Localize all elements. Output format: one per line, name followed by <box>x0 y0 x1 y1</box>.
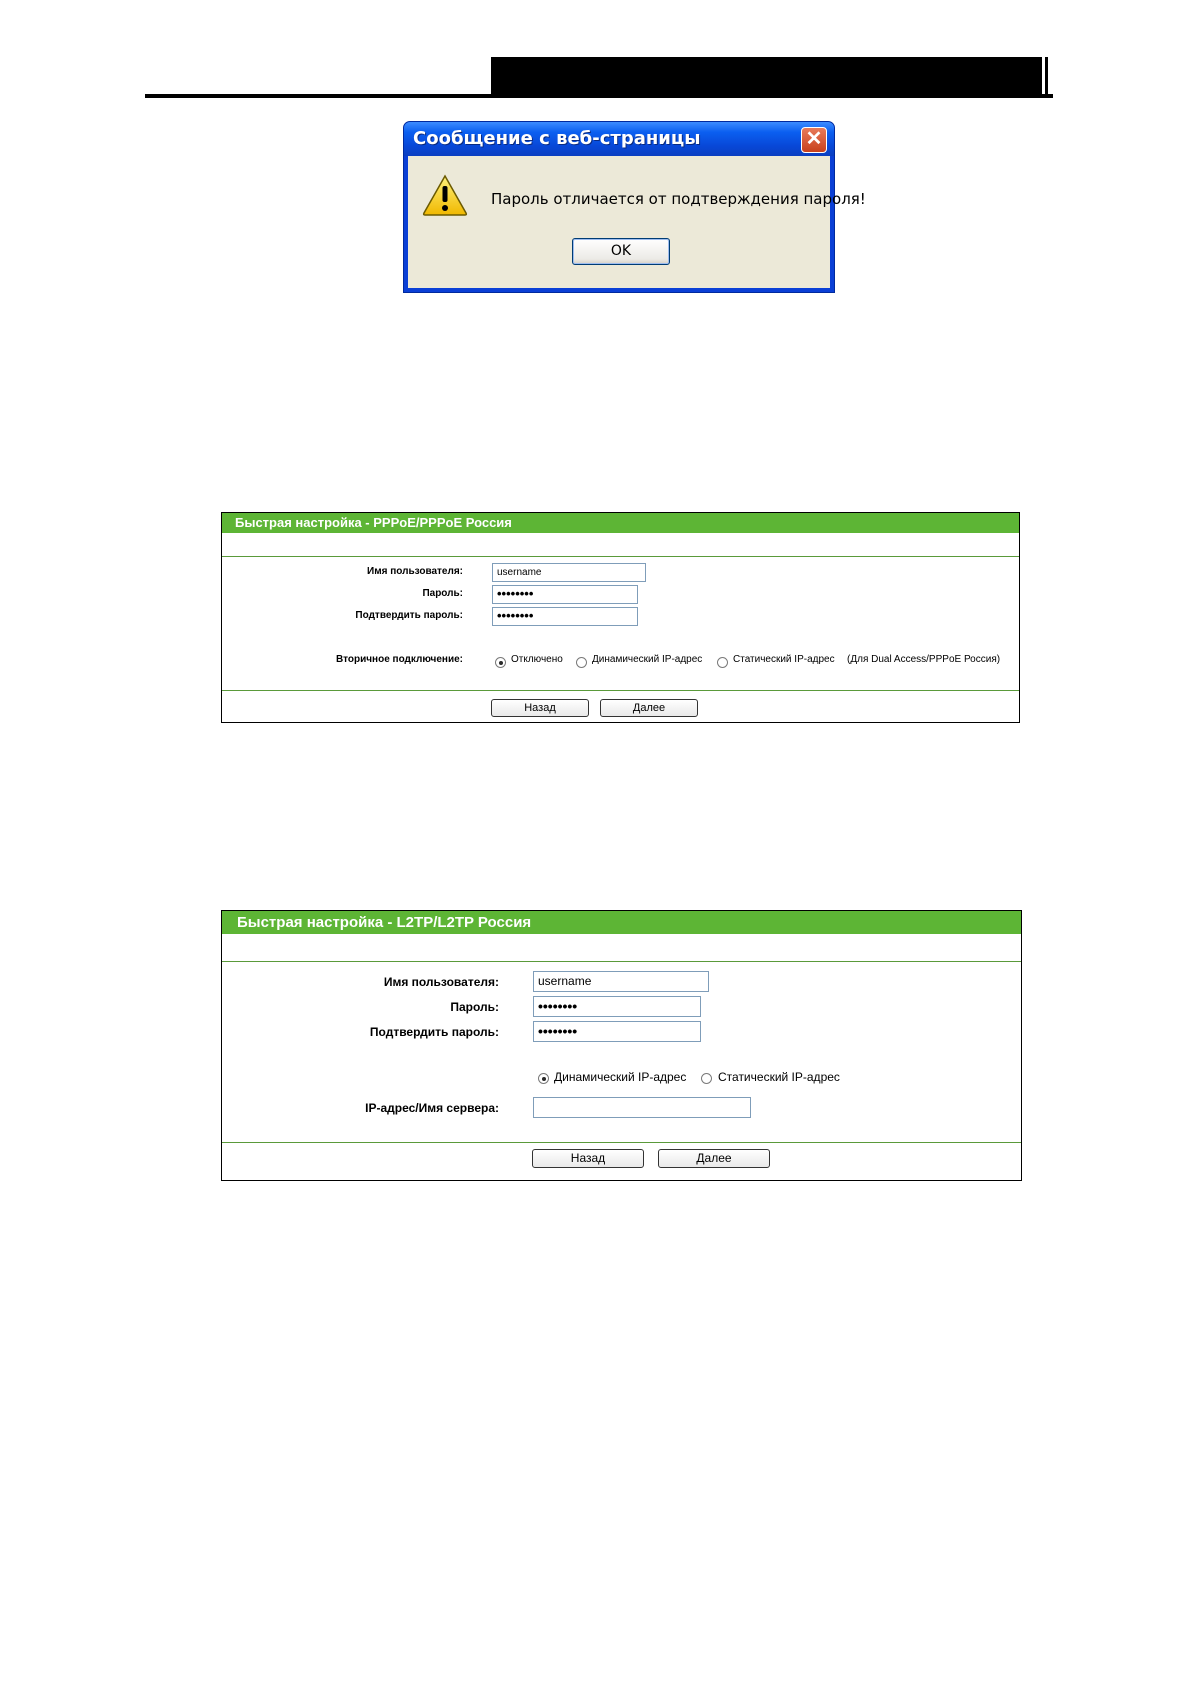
divider <box>222 961 1021 962</box>
back-button[interactable]: Назад <box>491 699 589 717</box>
radio-selected-dot <box>499 661 503 665</box>
option-static-ip-label: Статический IP-адрес <box>718 1070 840 1084</box>
username-label: Имя пользователя: <box>367 566 463 577</box>
option-dynamic-ip-label: Динамический IP-адрес <box>554 1070 687 1084</box>
l2tp-setup-panel <box>221 910 1022 1181</box>
l2tp-panel-title: Быстрая настройка - L2TP/L2TP Россия <box>222 911 1021 934</box>
radio-static-ip[interactable] <box>701 1073 712 1084</box>
alert-titlebar[interactable] <box>404 122 834 156</box>
radio-dynamic-ip[interactable] <box>538 1073 549 1084</box>
next-button[interactable]: Далее <box>600 699 698 717</box>
page-header-tick <box>1045 57 1048 97</box>
radio-selected-dot <box>542 1077 546 1081</box>
ok-button[interactable]: OK <box>572 238 670 265</box>
option-disabled-label: Отключено <box>511 654 563 665</box>
alert-title: Сообщение с веб-страницы <box>413 128 701 149</box>
pppoe-panel-title: Быстрая настройка - PPPoE/PPPoE Россия <box>222 513 1019 533</box>
password-input[interactable]: •••••••• <box>492 585 638 604</box>
page-header-rule <box>145 94 1053 98</box>
radio-disabled[interactable] <box>495 657 506 668</box>
divider <box>222 690 1019 691</box>
alert-message: Пароль отличается от подтверждения пароля! <box>491 190 866 208</box>
password-input[interactable]: •••••••• <box>533 996 701 1017</box>
password-label: Пароль: <box>450 1000 499 1014</box>
page-header-bar <box>491 57 1042 97</box>
password-label: Пароль: <box>422 588 463 599</box>
confirm-password-input[interactable]: •••••••• <box>492 607 638 626</box>
close-icon[interactable]: ✕ <box>801 127 827 153</box>
pppoe-setup-panel <box>221 512 1020 723</box>
alert-dialog <box>403 121 866 293</box>
warning-icon <box>422 174 468 216</box>
next-button[interactable]: Далее <box>658 1149 770 1168</box>
radio-dynamic-ip[interactable] <box>576 657 587 668</box>
divider <box>222 556 1019 557</box>
server-address-input[interactable] <box>533 1097 751 1118</box>
secondary-connection-label: Вторичное подключение: <box>336 654 463 665</box>
back-button[interactable]: Назад <box>532 1149 644 1168</box>
username-input[interactable]: username <box>492 563 646 582</box>
radio-static-ip[interactable] <box>717 657 728 668</box>
alert-body <box>408 156 866 288</box>
confirm-password-label: Подтвердить пароль: <box>355 610 463 621</box>
divider <box>222 1142 1021 1143</box>
username-input[interactable]: username <box>533 971 709 992</box>
confirm-password-label: Подтвердить пароль: <box>369 1025 499 1039</box>
server-address-label: IP-адрес/Имя сервера: <box>365 1101 499 1115</box>
username-label: Имя пользователя: <box>383 975 499 989</box>
confirm-password-input[interactable]: •••••••• <box>533 1021 701 1042</box>
dual-access-note: (Для Dual Access/PPPoE Россия) <box>847 654 1001 665</box>
option-static-ip-label: Статический IP-адрес <box>733 654 835 665</box>
option-dynamic-ip-label: Динамический IP-адрес <box>592 654 703 665</box>
